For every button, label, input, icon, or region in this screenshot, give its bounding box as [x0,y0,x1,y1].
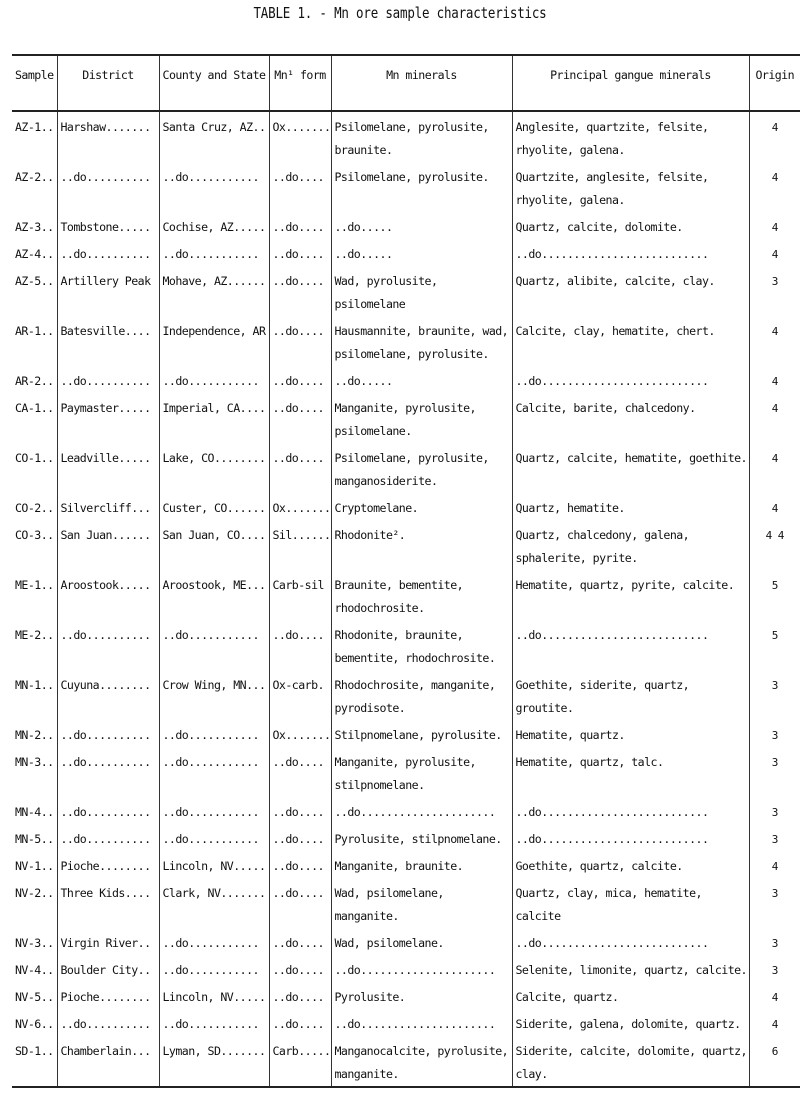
cell-county-state: Cochise, AZ..... [159,212,269,239]
sample-table-container [12,54,800,1088]
cell-gangue-minerals: ..do.......................... [512,797,749,824]
cell-county-state: ..do........... [159,797,269,824]
cell-mn-form: ..do.... [269,316,331,366]
table-row [12,720,800,747]
table-row [12,670,800,720]
cell-county-state: ..do........... [159,747,269,797]
cell-mn-form: ..do.... [269,1009,331,1036]
header-gangue-minerals: Principal gangue minerals [512,55,749,111]
sample-characteristics-table [12,54,800,1088]
table-row [12,620,800,670]
cell-mn-minerals: Pyrolusite. [331,982,512,1009]
cell-sample: MN-5.. [12,824,57,851]
table-row [12,982,800,1009]
cell-sample: SD-1.. [12,1036,57,1087]
cell-mn-form: Carb-sil [269,570,331,620]
cell-gangue-minerals: Goethite, quartz, calcite. [512,851,749,878]
cell-county-state: Santa Cruz, AZ.. [159,111,269,162]
cell-sample: AZ-2.. [12,162,57,212]
cell-district: Leadville..... [57,443,159,493]
header-mn-form: Mn¹ form [269,55,331,111]
table-row [12,266,800,316]
table-header [12,55,800,111]
table-body [12,111,800,1087]
cell-mn-form: ..do.... [269,239,331,266]
cell-origin: 4 [771,860,778,873]
cell-sample: AZ-1.. [12,111,57,162]
cell-origin: 4 4 [765,529,784,542]
cell-origin: 4 [771,121,778,134]
cell-county-state: ..do........... [159,824,269,851]
cell-mn-minerals: Braunite, bementite, rhodochrosite. [331,570,512,620]
cell-mn-form: Ox....... [269,493,331,520]
cell-mn-minerals: ..do..... [331,366,512,393]
cell-sample: MN-2.. [12,720,57,747]
cell-mn-form: ..do.... [269,443,331,493]
cell-gangue-minerals: Quartz, calcite, hematite, goethite. [512,443,749,493]
cell-mn-minerals: Cryptomelane. [331,493,512,520]
cell-origin: 3 [771,729,778,742]
cell-mn-form: Ox....... [269,720,331,747]
cell-mn-form: ..do.... [269,824,331,851]
table-row [12,955,800,982]
header-origin: Origin [755,68,795,82]
cell-origin: 4 [771,221,778,234]
cell-county-state: ..do........... [159,366,269,393]
cell-origin: 5 [771,579,778,592]
cell-sample: MN-1.. [12,670,57,720]
cell-sample: CA-1.. [12,393,57,443]
cell-sample: MN-4.. [12,797,57,824]
table-row [12,111,800,162]
cell-gangue-minerals: Siderite, calcite, dolomite, quartz, clay. [512,1036,749,1087]
cell-district: Virgin River.. [57,928,159,955]
cell-gangue-minerals: ..do.......................... [512,366,749,393]
cell-county-state: ..do........... [159,620,269,670]
cell-mn-minerals: Manganite, pyrolusite, psilomelane. [331,393,512,443]
cell-origin: 3 [771,806,778,819]
table-row [12,851,800,878]
cell-county-state: ..do........... [159,1009,269,1036]
cell-mn-minerals: Psilomelane, pyrolusite. [331,162,512,212]
header-mn-minerals: Mn minerals [331,55,512,111]
table-row [12,212,800,239]
cell-origin: 3 [771,756,778,769]
table-row [12,443,800,493]
cell-mn-form: ..do.... [269,620,331,670]
cell-county-state: ..do........... [159,955,269,982]
cell-origin: 3 [771,833,778,846]
cell-origin: 4 [771,171,778,184]
cell-origin: 3 [771,937,778,950]
cell-gangue-minerals: Anglesite, quartzite, felsite, rhyolite, galena. [512,111,749,162]
cell-district: ..do.......... [57,747,159,797]
cell-gangue-minerals: Goethite, siderite, quartz, groutite. [512,670,749,720]
cell-district: Paymaster..... [57,393,159,443]
cell-mn-minerals: Psilomelane, pyrolusite, manganosiderite. [331,443,512,493]
cell-mn-minerals: ..do..... [331,239,512,266]
cell-gangue-minerals: Selenite, limonite, quartz, calcite. [512,955,749,982]
cell-sample: AZ-3.. [12,212,57,239]
header-county-state: County and State [159,55,269,111]
cell-mn-minerals: Manganite, pyrolusite, stilpnomelane. [331,747,512,797]
cell-county-state: Lake, CO........ [159,443,269,493]
cell-gangue-minerals: Calcite, barite, chalcedony. [512,393,749,443]
cell-sample: NV-6.. [12,1009,57,1036]
cell-gangue-minerals: Calcite, clay, hematite, chert. [512,316,749,366]
cell-origin: 5 [771,629,778,642]
cell-mn-minerals: ..do..................... [331,955,512,982]
cell-origin: 4 [771,991,778,1004]
header-row [12,55,800,111]
table-row [12,520,800,570]
cell-district: Artillery Peak [57,266,159,316]
cell-gangue-minerals: Quartz, chalcedony, galena, sphalerite, pyrite. [512,520,749,570]
cell-origin: 4 [771,248,778,261]
cell-sample: NV-4.. [12,955,57,982]
cell-mn-minerals: Wad, psilomelane, manganite. [331,878,512,928]
cell-sample: NV-1.. [12,851,57,878]
cell-origin: 6 [771,1045,778,1058]
cell-county-state: ..do........... [159,239,269,266]
cell-district: Silvercliff... [57,493,159,520]
cell-district: Batesville.... [57,316,159,366]
cell-mn-form: Carb..... [269,1036,331,1087]
cell-gangue-minerals: Hematite, quartz, pyrite, calcite. [512,570,749,620]
cell-district: Pioche........ [57,982,159,1009]
cell-mn-minerals: Manganite, braunite. [331,851,512,878]
cell-gangue-minerals: ..do.......................... [512,824,749,851]
cell-district: San Juan...... [57,520,159,570]
cell-gangue-minerals: Hematite, quartz. [512,720,749,747]
cell-sample: AR-2.. [12,366,57,393]
cell-origin: 4 [771,402,778,415]
cell-sample: AZ-4.. [12,239,57,266]
cell-gangue-minerals: Quartz, hematite. [512,493,749,520]
cell-district: ..do.......... [57,366,159,393]
cell-mn-minerals: ..do..... [331,212,512,239]
cell-mn-minerals: Stilpnomelane, pyrolusite. [331,720,512,747]
cell-county-state: Independence, AR [159,316,269,366]
cell-mn-form: Ox-carb. [269,670,331,720]
cell-mn-form: ..do.... [269,797,331,824]
cell-mn-form: ..do.... [269,393,331,443]
cell-mn-form: Ox....... [269,111,331,162]
cell-origin: 4 [771,375,778,388]
cell-gangue-minerals: Quartz, calcite, dolomite. [512,212,749,239]
cell-mn-minerals: Wad, pyrolusite, psilomelane [331,266,512,316]
cell-origin: 4 [771,502,778,515]
cell-county-state: Custer, CO...... [159,493,269,520]
cell-sample: AR-1.. [12,316,57,366]
cell-district: Tombstone..... [57,212,159,239]
cell-district: ..do.......... [57,824,159,851]
cell-district: Aroostook..... [57,570,159,620]
cell-district: ..do.......... [57,162,159,212]
cell-origin: 3 [771,679,778,692]
cell-mn-form: ..do.... [269,162,331,212]
cell-district: Cuyuna........ [57,670,159,720]
cell-district: ..do.......... [57,1009,159,1036]
cell-mn-minerals: Psilomelane, pyrolusite, braunite. [331,111,512,162]
header-sample: Sample [12,55,57,111]
cell-mn-minerals: Rhodonite². [331,520,512,570]
cell-mn-form: ..do.... [269,878,331,928]
cell-origin: 4 [771,452,778,465]
cell-county-state: ..do........... [159,162,269,212]
table-row [12,570,800,620]
cell-district: Three Kids.... [57,878,159,928]
cell-mn-minerals: Pyrolusite, stilpnomelane. [331,824,512,851]
table-row [12,1009,800,1036]
table-title: TABLE 1. - Mn ore sample characteristics [253,3,547,22]
cell-sample: AZ-5.. [12,266,57,316]
cell-county-state: Aroostook, ME... [159,570,269,620]
cell-county-state: Imperial, CA.... [159,393,269,443]
cell-mn-minerals: Rhodochrosite, manganite, pyrodisote. [331,670,512,720]
cell-mn-form: ..do.... [269,851,331,878]
cell-county-state: ..do........... [159,720,269,747]
cell-sample: ME-2.. [12,620,57,670]
table-row [12,797,800,824]
cell-gangue-minerals: Quartz, clay, mica, hematite, calcite [512,878,749,928]
header-district: District [57,55,159,111]
table-row [12,393,800,443]
cell-county-state: Clark, NV....... [159,878,269,928]
table-row [12,878,800,928]
cell-origin: 3 [771,275,778,288]
cell-county-state: ..do........... [159,928,269,955]
cell-district: Pioche........ [57,851,159,878]
cell-district: Boulder City.. [57,955,159,982]
cell-mn-form: ..do.... [269,212,331,239]
cell-mn-form: ..do.... [269,366,331,393]
cell-gangue-minerals: Hematite, quartz, talc. [512,747,749,797]
cell-origin: 4 [771,325,778,338]
cell-mn-form: ..do.... [269,982,331,1009]
cell-county-state: Lyman, SD....... [159,1036,269,1087]
cell-gangue-minerals: Quartzite, anglesite, felsite, rhyolite, galena. [512,162,749,212]
cell-mn-minerals: ..do..................... [331,1009,512,1036]
cell-sample: NV-5.. [12,982,57,1009]
cell-county-state: Crow Wing, MN... [159,670,269,720]
cell-mn-minerals: Wad, psilomelane. [331,928,512,955]
cell-mn-form: ..do.... [269,955,331,982]
cell-county-state: Mohave, AZ...... [159,266,269,316]
cell-district: Harshaw....... [57,111,159,162]
cell-gangue-minerals: ..do.......................... [512,239,749,266]
cell-district: ..do.......... [57,797,159,824]
cell-mn-minerals: Hausmannite, braunite, wad, psilomelane, pyrolusite. [331,316,512,366]
cell-district: ..do.......... [57,720,159,747]
cell-district: ..do.......... [57,620,159,670]
table-row [12,928,800,955]
cell-sample: NV-2.. [12,878,57,928]
cell-county-state: Lincoln, NV..... [159,982,269,1009]
table-row [12,1036,800,1087]
table-row [12,747,800,797]
cell-mn-form: ..do.... [269,266,331,316]
cell-sample: NV-3.. [12,928,57,955]
table-row [12,239,800,266]
cell-mn-minerals: ..do..................... [331,797,512,824]
cell-sample: ME-1.. [12,570,57,620]
cell-county-state: Lincoln, NV..... [159,851,269,878]
table-row [12,162,800,212]
cell-gangue-minerals: Calcite, quartz. [512,982,749,1009]
table-row [12,366,800,393]
cell-gangue-minerals: ..do.......................... [512,928,749,955]
cell-mn-form: ..do.... [269,928,331,955]
cell-mn-form: ..do.... [269,747,331,797]
cell-district: ..do.......... [57,239,159,266]
cell-sample: CO-2.. [12,493,57,520]
table-row [12,824,800,851]
cell-district: Chamberlain... [57,1036,159,1087]
cell-county-state: San Juan, CO.... [159,520,269,570]
table-row [12,493,800,520]
cell-sample: MN-3.. [12,747,57,797]
cell-sample: CO-1.. [12,443,57,493]
cell-gangue-minerals: Quartz, alibite, calcite, clay. [512,266,749,316]
cell-gangue-minerals: Siderite, galena, dolomite, quartz. [512,1009,749,1036]
cell-origin: 3 [771,887,778,900]
cell-gangue-minerals: ..do.......................... [512,620,749,670]
table-row [12,316,800,366]
cell-mn-form: Sil...... [269,520,331,570]
cell-sample: CO-3.. [12,520,57,570]
cell-mn-minerals: Rhodonite, braunite, bementite, rhodochrosite. [331,620,512,670]
cell-mn-minerals: Manganocalcite, pyrolusite, manganite. [331,1036,512,1087]
cell-origin: 4 [771,1018,778,1031]
cell-origin: 3 [771,964,778,977]
